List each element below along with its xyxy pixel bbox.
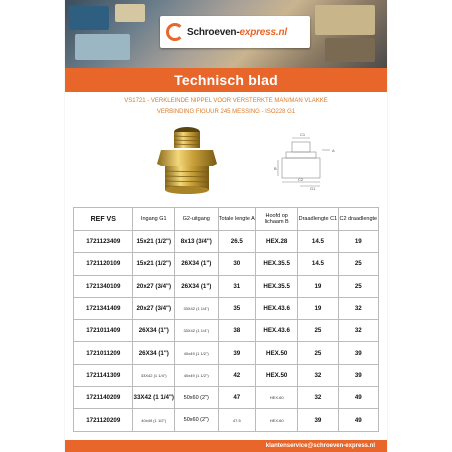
header-photo	[65, 0, 387, 68]
brand-logo	[160, 16, 310, 48]
label-g1: G1	[310, 186, 316, 190]
technical-drawing	[260, 130, 350, 190]
c2-cell: 19	[338, 231, 378, 253]
input-cell: 20x27 (3/4")	[133, 275, 175, 297]
hex-cell: HEX.50	[256, 364, 298, 386]
output-cell: 50x60 (2")	[175, 387, 218, 409]
ref-cell: 1721341409	[74, 297, 133, 319]
photo-tile	[115, 4, 145, 22]
c2-cell: 25	[338, 275, 378, 297]
length-cell: 31	[218, 275, 256, 297]
label-c1: C1	[300, 132, 306, 137]
hex-cell: HEX.43.6	[256, 320, 298, 342]
c2-cell: 39	[338, 364, 378, 386]
length-cell: 30	[218, 253, 256, 275]
table-row	[74, 231, 379, 253]
column-header: REF VS	[74, 208, 133, 231]
c2-cell: 49	[338, 387, 378, 409]
input-cell: 15x21 (1/2")	[133, 231, 175, 253]
table-row	[74, 387, 379, 409]
ref-cell: 1721120209	[74, 409, 133, 431]
length-cell: 47	[218, 387, 256, 409]
product-subtitle	[105, 96, 347, 118]
label-b: B	[274, 166, 277, 171]
ref-cell: 1721141309	[74, 364, 133, 386]
spec-table	[73, 207, 379, 432]
c1-cell: 25	[298, 342, 338, 364]
table-row	[74, 253, 379, 275]
length-cell: 47.5	[218, 409, 256, 431]
hex-cell: HEX.35.5	[256, 253, 298, 275]
input-cell: 20x27 (3/4")	[133, 297, 175, 319]
column-header: Ingang G1	[133, 208, 175, 231]
length-cell: 42	[218, 364, 256, 386]
input-cell: 26X34 (1")	[133, 342, 175, 364]
hex-cell: HEX.60	[256, 409, 298, 431]
column-header: G2-uitgang	[175, 208, 218, 231]
hex-cell: HEX.50	[256, 342, 298, 364]
length-cell: 35	[218, 297, 256, 319]
output-cell: 8x13 (3/4")	[175, 231, 218, 253]
table-row	[74, 275, 379, 297]
table-header-row	[74, 208, 379, 231]
input-cell: 40x49 (1 1/2")	[133, 409, 175, 431]
table-row	[74, 342, 379, 364]
brass-fitting-image	[153, 124, 221, 194]
table-row	[74, 297, 379, 319]
photo-tile	[69, 6, 109, 30]
title-banner	[65, 68, 387, 92]
input-cell: 33X42 (1 1/4")	[133, 364, 175, 386]
column-header: Draadlengte C1	[298, 208, 338, 231]
c1-cell: 39	[298, 409, 338, 431]
ref-cell: 1721140209	[74, 387, 133, 409]
input-cell: 26X34 (1")	[133, 320, 175, 342]
table-row	[74, 364, 379, 386]
length-cell: 26.5	[218, 231, 256, 253]
ref-cell: 1721123409	[74, 231, 133, 253]
c2-cell: 32	[338, 297, 378, 319]
ref-cell: 1721011209	[74, 342, 133, 364]
subtitle-line: VERBINDING FIGUUR 245 MESSING - ISO228 G1	[156, 109, 296, 115]
label-a: A	[332, 148, 335, 153]
column-header: Totale lengte A	[218, 208, 256, 231]
photo-tile	[75, 34, 130, 60]
length-cell: 38	[218, 320, 256, 342]
hex-cell: HEX.43.6	[256, 297, 298, 319]
output-cell: 40x49 (1 1/2")	[175, 342, 218, 364]
column-header: C2 draadlengte	[338, 208, 378, 231]
output-cell: 26X34 (1")	[175, 275, 218, 297]
ref-cell: 1721120109	[74, 253, 133, 275]
c2-cell: 49	[338, 409, 378, 431]
brand-name: Schroeven-express.nl	[187, 26, 287, 38]
footer-bar	[65, 440, 387, 452]
ref-cell: 1721011409	[74, 320, 133, 342]
c1-cell: 14.5	[298, 253, 338, 275]
c1-cell: 19	[298, 297, 338, 319]
brand-logo-icon	[166, 23, 184, 41]
hex-cell: HEX.60	[256, 387, 298, 409]
subtitle-line: VS1721 - VERKLEINDE NIPPEL VOOR VERSTERKTE MAN/MAN VLAKKE	[124, 98, 328, 104]
page-title: Technisch blad	[174, 72, 278, 88]
hex-cell: HEX.35.5	[256, 275, 298, 297]
c2-cell: 39	[338, 342, 378, 364]
c1-cell: 25	[298, 320, 338, 342]
column-header: Hoofd op lichaam B	[256, 208, 298, 231]
output-cell: 50x60 (2")	[175, 409, 218, 431]
table-row	[74, 320, 379, 342]
footer-email-link[interactable]: klantenservice@schroeven-express.nl	[265, 443, 375, 449]
length-cell: 39	[218, 342, 256, 364]
c1-cell: 32	[298, 387, 338, 409]
c1-cell: 14.5	[298, 231, 338, 253]
c2-cell: 25	[338, 253, 378, 275]
photo-tile	[315, 5, 375, 35]
label-c2: C2	[298, 177, 304, 182]
hex-cell: HEX.28	[256, 231, 298, 253]
input-cell: 15x21 (1/2")	[133, 253, 175, 275]
c1-cell: 32	[298, 364, 338, 386]
photo-tile	[325, 38, 375, 62]
table-row	[74, 409, 379, 431]
output-cell: 33X42 (1 1/4")	[175, 320, 218, 342]
input-cell: 33X42 (1 1/4")	[133, 387, 175, 409]
ref-cell: 1721340109	[74, 275, 133, 297]
output-cell: 33X42 (1 1/4")	[175, 297, 218, 319]
output-cell: 40x49 (1 1/2")	[175, 364, 218, 386]
c2-cell: 32	[338, 320, 378, 342]
document-page	[65, 0, 387, 452]
output-cell: 26X34 (1")	[175, 253, 218, 275]
c1-cell: 19	[298, 275, 338, 297]
